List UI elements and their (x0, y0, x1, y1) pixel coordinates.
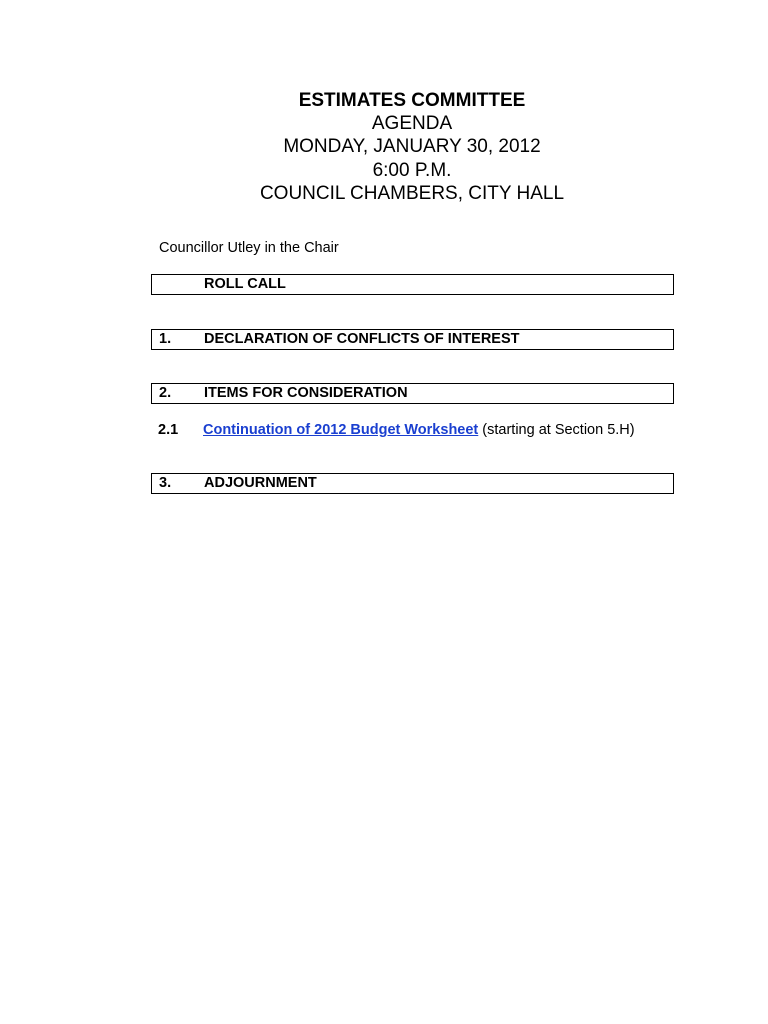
section-label: ROLL CALL (204, 276, 286, 292)
meeting-date: MONDAY, JANUARY 30, 2012 (283, 136, 541, 158)
agenda-header (0, 89, 768, 205)
section-adjournment (151, 473, 674, 494)
section-number: 3. (159, 475, 172, 491)
section-roll-call (151, 274, 674, 295)
committee-title: ESTIMATES COMMITTEE (298, 90, 526, 111)
budget-worksheet-link[interactable]: Continuation of 2012 Budget Worksheet (203, 422, 479, 438)
section-label: ITEMS FOR CONSIDERATION (204, 385, 408, 401)
section-declaration-of-conflicts (151, 329, 674, 350)
agenda-item-2-1 (151, 421, 674, 441)
section-label: ADJOURNMENT (204, 475, 317, 491)
agenda-subtitle: AGENDA (371, 113, 453, 135)
section-number: 2. (159, 385, 172, 401)
section-label: DECLARATION OF CONFLICTS OF INTEREST (204, 331, 520, 347)
section-number: 1. (159, 331, 172, 347)
meeting-location: COUNCIL CHAMBERS, CITY HALL (259, 182, 565, 204)
meeting-time: 6:00 P.M. (372, 159, 452, 181)
section-items-for-consideration (151, 383, 674, 404)
item-text (203, 422, 635, 438)
item-suffix: (starting at Section 5.H) (478, 422, 635, 438)
item-number: 2.1 (158, 422, 179, 438)
chair-note: Councillor Utley in the Chair (159, 240, 339, 256)
